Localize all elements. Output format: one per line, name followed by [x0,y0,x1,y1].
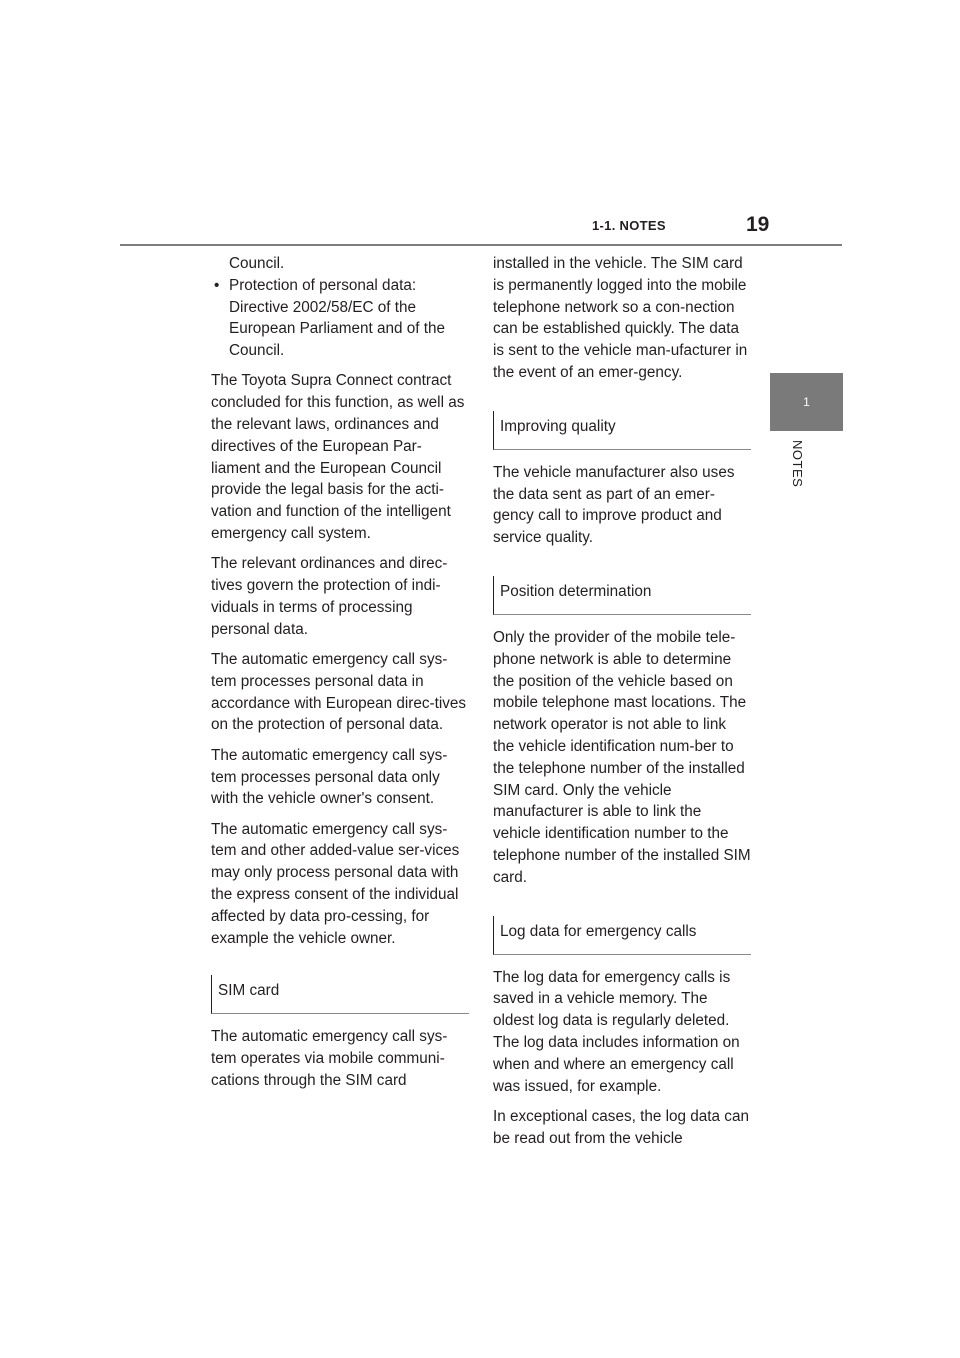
paragraph: The vehicle manufacturer also uses the data sent as part of an emer-gency call to improve product and service quality. [493,463,735,547]
chapter-label: NOTES [790,440,805,488]
paragraph: The relevant ordinances and direc-tives govern the protection of indi-viduals in terms of processing personal data. [211,555,448,638]
left-column [211,253,469,1100]
subheading-improving-quality: Improving quality [493,411,751,450]
continued-text: Council. [229,255,285,272]
paragraph: The automatic emergency call sys-tem and other added-value ser-vices may only process personal data with the express consent of the individual affected by data pro-cessing, for example the vehicle owner. [211,820,460,947]
bullet-marker: • [214,276,220,294]
bullet-item [211,275,469,297]
paragraph: The automatic emergency call sys-tem operates via mobile communi-cations through the SIM card [211,1028,448,1089]
page-number: 19 [746,213,770,236]
paragraph: In exceptional cases, the log data can be read out from the vehicle [493,1107,749,1147]
section-title: 1-1. NOTES [592,218,666,233]
paragraph: The automatic emergency call sys-tem processes personal data only with the vehicle owner's consent. [211,746,448,808]
header-rule [120,244,842,246]
paragraph: The log data for emergency calls is saved in a vehicle memory. The oldest log data is regularly deleted. The log data includes information on when and where an emergency call was issued, for example. [493,968,740,1095]
chapter-number: 1 [803,395,810,409]
subheading-sim-card: SIM card [211,975,469,1014]
subheading-position-determination: Position determination [493,576,751,615]
right-column [493,253,751,1158]
paragraph: The Toyota Supra Connect contract concluded for this function, as well as the relevant laws, ordinances and directives of the European Par-liament and the European Council provide the legal basis for the acti-vation and function of the intelligent emergency call system. [211,372,465,543]
bullet-text: Protection of personal data: [229,276,417,294]
chapter-tab [770,373,843,431]
bullet-continuation: Directive 2002/58/EC of the European Parliament and of the Council. [229,298,446,360]
paragraph: Only the provider of the mobile tele-phone network is able to determine the position of the vehicle based on mobile telephone mast locations. The network operator is not able to link the vehicle identification num-ber to the telephone number of the installed SIM card. Only the vehicle manufacturer is able to link the vehicle identification number to the telephone number of the installed SIM card. [493,628,751,886]
paragraph: installed in the vehicle. The SIM card is permanently logged into the mobile telephone network so a con-nection can be established quickly. The data is sent to the vehicle man-ufacturer in the event of an emer-gency. [493,255,748,381]
paragraph: The automatic emergency call sys-tem processes personal data in accordance with European direc-tives on the protection of personal data. [211,651,467,734]
subheading-log-data: Log data for emergency calls [493,916,751,955]
